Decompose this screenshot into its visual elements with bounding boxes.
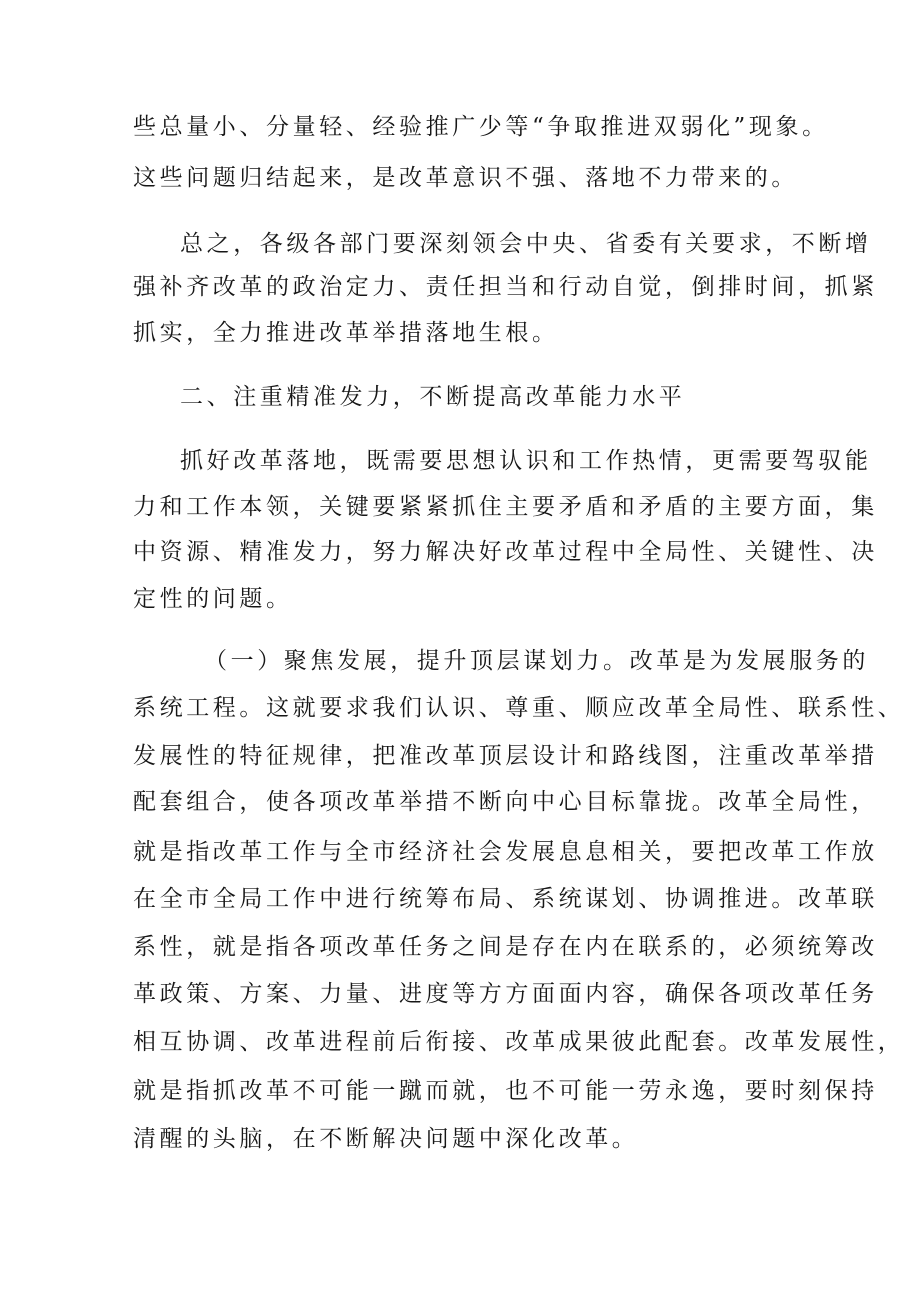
- paragraph-line: 中资源、精准发力，努力解决好改革过程中全局性、关键性、决: [133, 539, 878, 565]
- paragraph-line: 相互协调、改革进程前后衔接、改革成果彼此配套。改革发展性，: [133, 1029, 905, 1055]
- paragraph-line: 清醒的头脑，在不断解决问题中深化改革。: [133, 1126, 639, 1152]
- section-heading: 二、注重精准发力，不断提高改革能力水平: [180, 384, 686, 410]
- paragraph-line: 定性的问题。: [133, 586, 293, 612]
- paragraph-line: 就是指抓改革不可能一蹴而就，也不可能一劳永逸，要时刻保持: [133, 1078, 878, 1104]
- paragraph-line: 抓好改革落地，既需要思想认识和工作热情，更需要驾驭能: [180, 448, 872, 474]
- paragraph-line: 力和工作本领，关键要紧紧抓住主要矛盾和矛盾的主要方面，集: [133, 494, 878, 520]
- paragraph-line: 配套组合，使各项改革举措不断向中心目标靠拢。改革全局性，: [133, 789, 878, 815]
- paragraph-line: （一）聚焦发展，提升顶层谋划力。改革是为发展服务的: [204, 648, 869, 674]
- paragraph-line: 发展性的特征规律，把准改革顶层设计和路线图，注重改革举措: [133, 743, 878, 769]
- paragraph-line: 强补齐改革的政治定力、责任担当和行动自觉，倒排时间，抓紧: [133, 274, 878, 300]
- paragraph-line: 系性，就是指各项改革任务之间是存在内在联系的，必须统筹改: [133, 934, 878, 960]
- paragraph-line: 在全市全局工作中进行统筹布局、系统谋划、协调推进。改革联: [133, 886, 878, 912]
- paragraph-line: 总之，各级各部门要深刻领会中央、省委有关要求，不断增: [180, 231, 872, 257]
- paragraph-line: 系统工程。这就要求我们认识、尊重、顺应改革全局性、联系性、: [133, 695, 905, 721]
- paragraph-line: 这些问题归结起来，是改革意识不强、落地不力带来的。: [133, 165, 798, 191]
- paragraph-line: 革政策、方案、力量、进度等方方面面内容，确保各项改革任务: [133, 981, 878, 1007]
- paragraph-line: 就是指改革工作与全市经济社会发展息息相关，要把改革工作放: [133, 839, 878, 865]
- paragraph-line: 抓实，全力推进改革举措落地生根。: [133, 320, 559, 346]
- paragraph-line: 些总量小、分量轻、经验推广少等“争取推进双弱化”现象。: [133, 114, 829, 140]
